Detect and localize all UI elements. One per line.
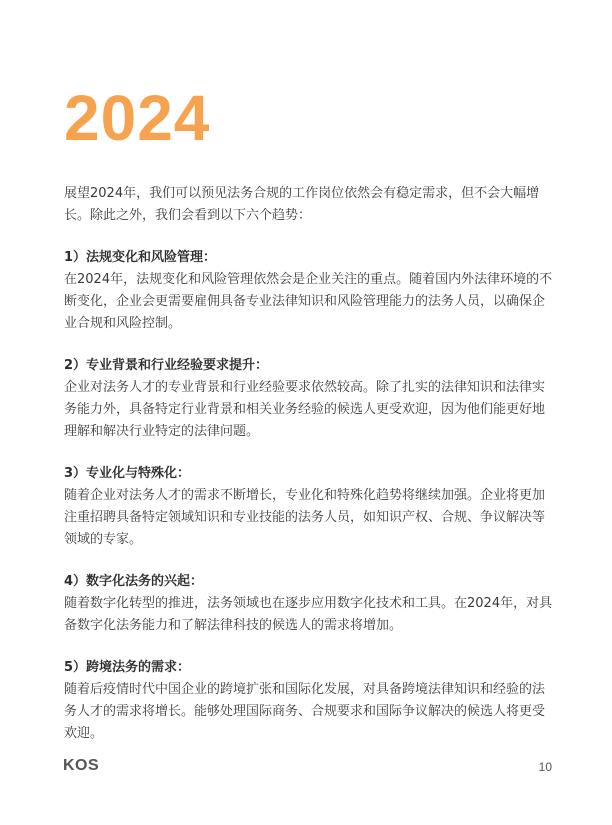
trend-body: 随着企业对法务人才的需求不断增长，专业化和特殊化趋势将继续加强。企业将更加注重招聘具备特定领域知识和专业技能的法务人员，如知识产权、合规、争议解决等领域的专家。 (64, 488, 546, 547)
trend-title: 3）专业化与特殊化： (64, 466, 191, 481)
page-title-year: 2024 (64, 82, 211, 154)
trend-title: 2）专业背景和行业经验要求提升： (64, 358, 269, 373)
trend-body: 在2024年，法规变化和风险管理依然会是企业关注的重点。随着国内外法律环境的不断变化，企业会更需要雇佣具备专业法律知识和风险管理能力的法务人员，以确保企业合规和风险控制。 (64, 272, 553, 331)
trend-title: 5）跨境法务的需求： (64, 660, 191, 675)
intro-paragraph: 展望2024年，我们可以预见法务合规的工作岗位依然会有稳定需求，但不会大幅增长。除此之外，我们会看到以下六个趋势： (64, 186, 540, 223)
trend-title: 4）数字化法务的兴起： (64, 574, 204, 589)
main-content (64, 183, 556, 745)
trend-body: 随着后疫情时代中国企业的跨境扩张和国际化发展，对具备跨境法律知识和经验的法务人才的需求将增长。能够处理国际商务、合规要求和国际争议解决的候选人将更受欢迎。 (64, 682, 546, 741)
trend-section-1 (64, 247, 556, 335)
trend-body: 企业对法务人才的专业背景和行业经验要求依然较高。除了扎实的法律知识和法律实务能力外，具备特定行业背景和相关业务经验的候选人更受欢迎，因为他们能更好地理解和解决行业特定的法律问题。 (64, 380, 546, 439)
trend-section-4 (64, 571, 556, 637)
trend-body: 随着数字化转型的推进，法务领域也在逐步应用数字化技术和工具。在2024年，对具备数字化法务能力和了解法律科技的候选人的需求将增加。 (64, 596, 553, 633)
trend-section-2 (64, 355, 556, 443)
trend-title: 1）法规变化和风险管理： (64, 250, 217, 265)
trend-section-3 (64, 463, 556, 551)
trend-section-5 (64, 657, 556, 745)
kos-logo: KOS (63, 757, 100, 774)
page-number: 10 (538, 760, 552, 774)
